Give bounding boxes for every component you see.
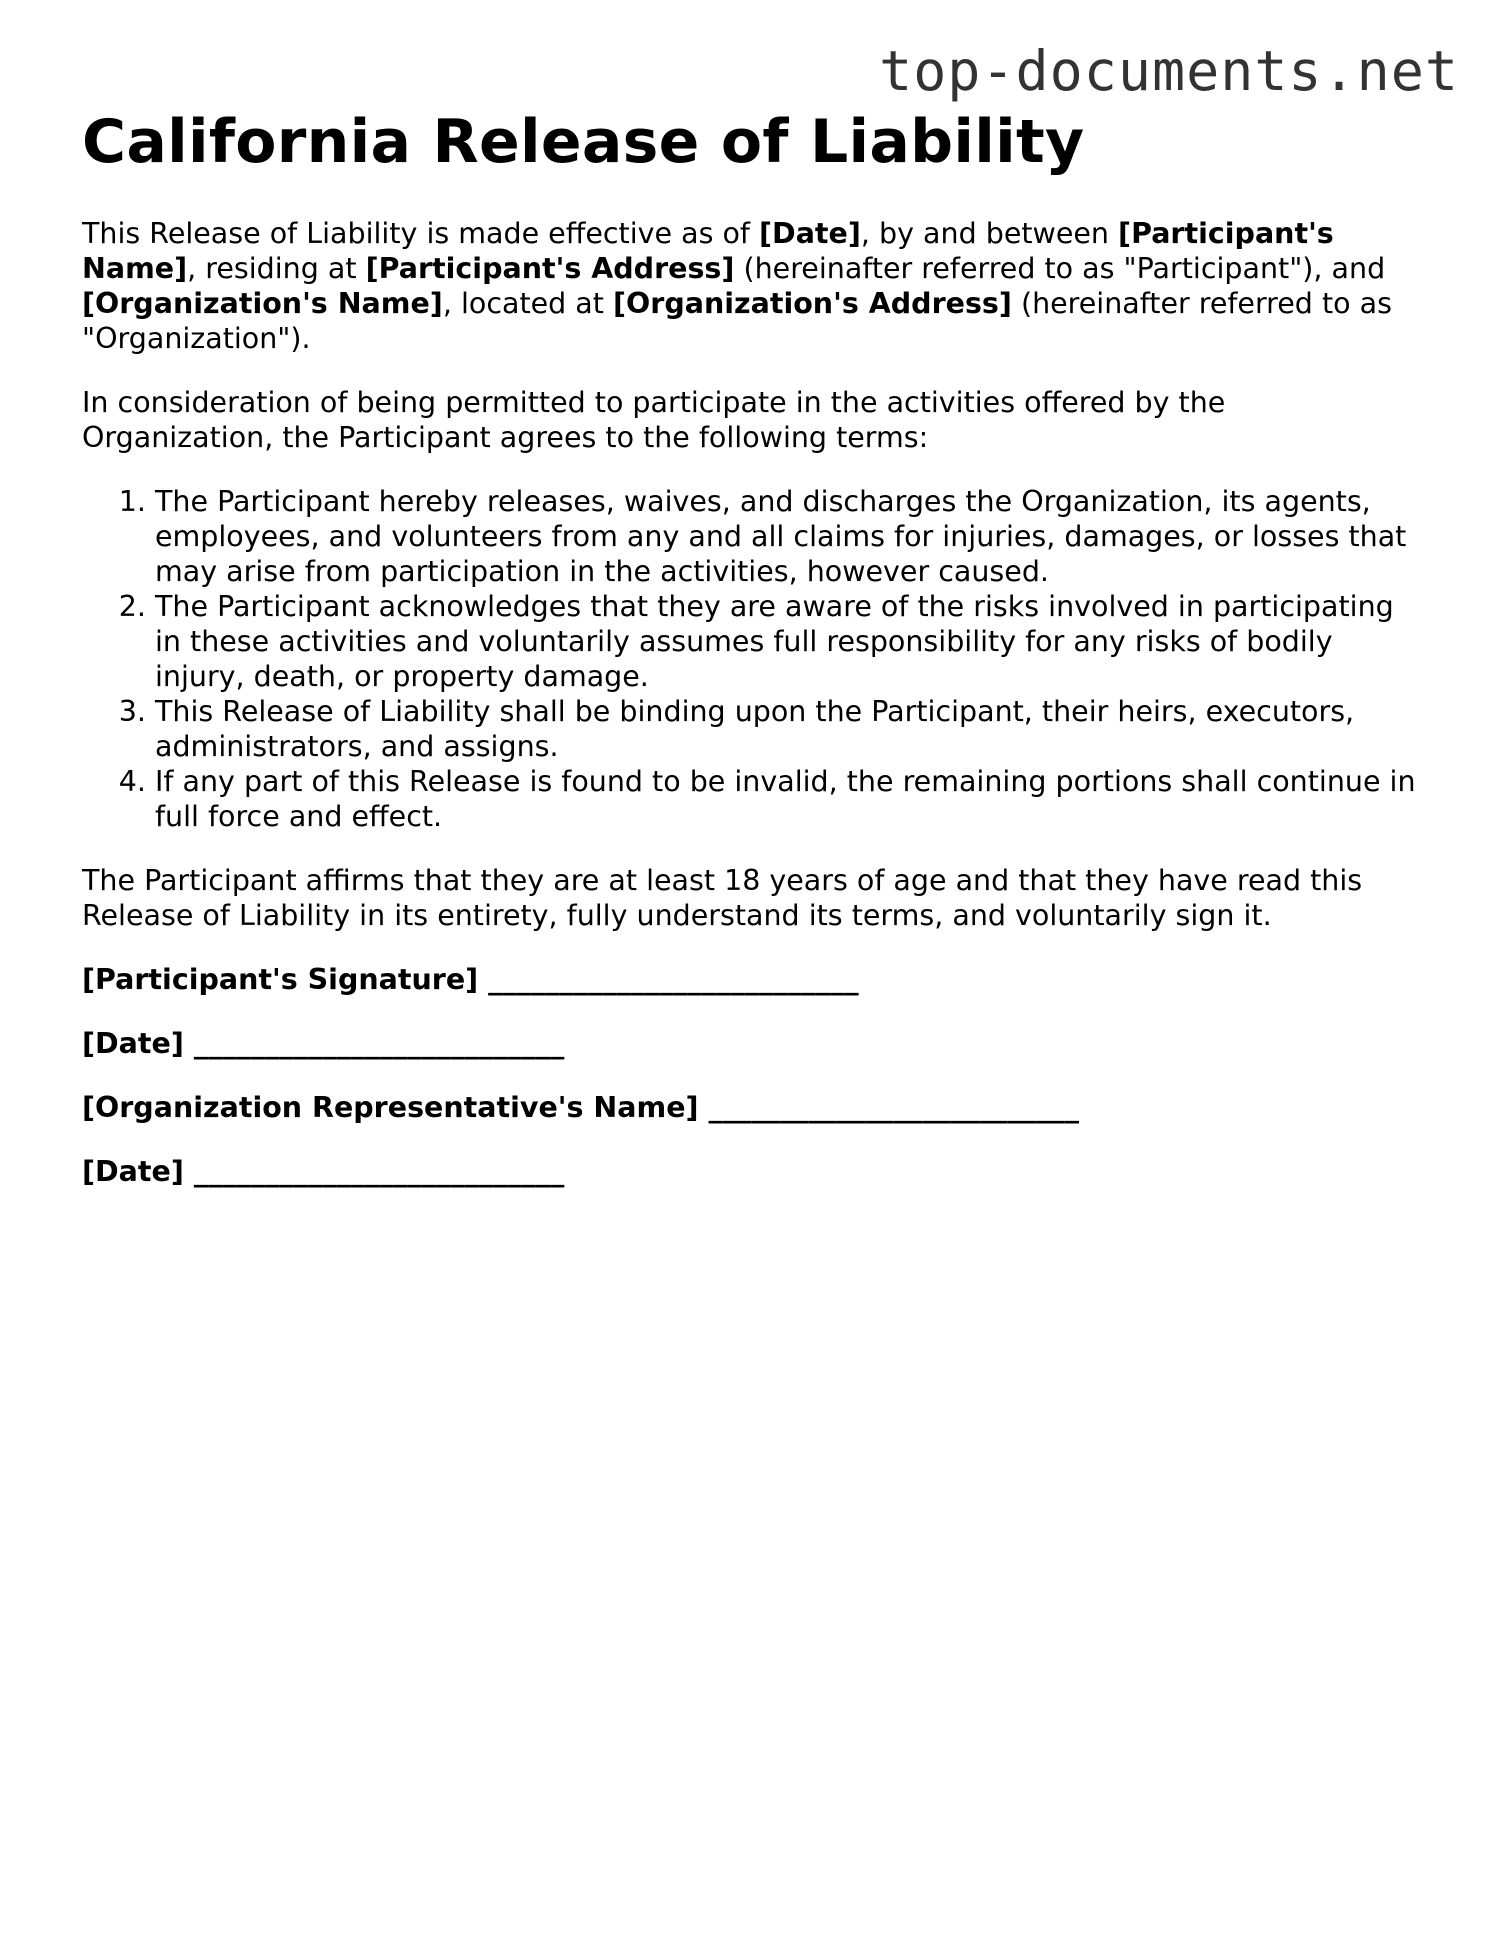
terms-list-item: 1. The Participant hereby releases, waives, and discharges the Organization, its agents, employees, and volunteers from any and all claims for injuries, damages, or losses that may arise from participation in the activities, however caused. [155,484,1422,589]
terms-list [82,484,1422,834]
watermark: top-documents.net [879,39,1459,103]
terms-list-item: 3. This Release of Liability shall be binding upon the Participant, their heirs, executors, administrators, and assigns. [155,694,1422,764]
document-title: California Release of Liability [82,107,1085,177]
organization-representative-name-line: [Organization Representative's Name] __________________________ [82,1091,1079,1124]
placeholder-organization-address: [Organization's Address] [613,287,1012,320]
placeholder-participant-address: [Participant's Address] [365,252,735,285]
terms-lead-paragraph: In consideration of being permitted to participate in the activities offered by the Organization, the Participant agrees to the following terms: [82,386,1226,454]
terms-list-item: 4. If any part of this Release is found to be invalid, the remaining portions shall continue in full force and effect. [155,764,1422,834]
intro-paragraph [82,216,1422,356]
participant-date-line: [Date] __________________________ [82,1027,565,1060]
intro-text: (hereinafter referred to as "Organization"). [82,287,1392,355]
participant-signature-line: [Participant's Signature] __________________________ [82,963,859,996]
document-body [82,100,1422,1189]
placeholder-date: [Date] [759,217,861,250]
placeholder-organization-name: [Organization's Name] [82,287,443,320]
intro-text: , by and between [860,217,1119,250]
intro-text: This Release of Liability is made effective as of [82,217,760,250]
intro-text: , located at [442,287,614,320]
organization-date-line: [Date] __________________________ [82,1155,565,1188]
intro-text: , residing at [187,252,366,285]
placeholder-participant-name: [Participant's Name] [82,217,1334,285]
affirmation-paragraph: The Participant affirms that they are at least 18 years of age and that they have read this Release of Liability in its entirety, fully understand its terms, and voluntarily sign it. [82,864,1363,932]
terms-list-item: 2. The Participant acknowledges that they are aware of the risks involved in participating in these activities and voluntarily assumes full responsibility for any risks of bodily injury, death, or property damage. [155,589,1422,694]
intro-text: (hereinafter referred to as "Participant"), and [734,252,1386,285]
